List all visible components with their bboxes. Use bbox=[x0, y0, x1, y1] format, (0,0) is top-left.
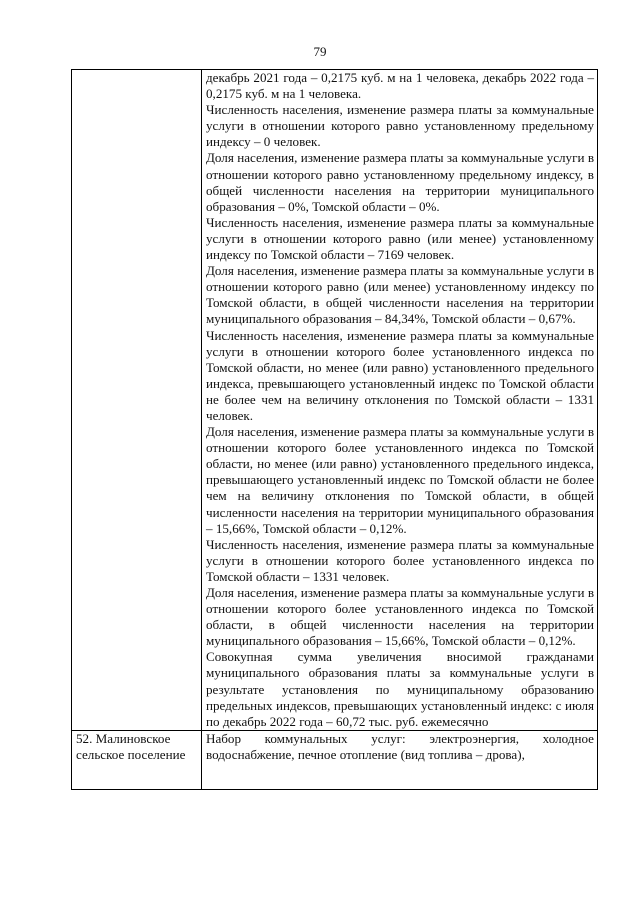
paragraph: Доля населения, изменение размера платы за коммунальные услуги в отношении которого более установленного индекса по Томской области, в общей численности населения на территории муниципального образования – 15,66%, Томской области – 0,12%. bbox=[206, 585, 594, 649]
municipality-name-line: 52. Малиновское bbox=[76, 730, 171, 746]
paragraph: Доля населения, изменение размера платы за коммунальные услуги в отношении которого равно установленному предельному индексу, в общей численности населения на территории муниципального образования – 0%, Томской области – 0%. bbox=[206, 150, 594, 214]
paragraph: Численность населения, изменение размера платы за коммунальные услуги в отношении которого более установленного индекса по Томской области – 1331 человек. bbox=[206, 536, 594, 584]
paragraph: декабрь 2021 года – 0,2175 куб. м на 1 человека, декабрь 2022 года – 0,2175 куб. м на 1 человека. bbox=[206, 70, 594, 102]
data-table bbox=[71, 69, 598, 790]
paragraph: Численность населения, изменение размера платы за коммунальные услуги в отношении которого равно (или менее) установленному индексу по Томской области – 7169 человек. bbox=[206, 214, 594, 263]
table-row bbox=[72, 70, 598, 731]
page-number: 79 bbox=[313, 44, 327, 59]
paragraph: Совокупная сумма увеличения вносимой гражданами муниципального образования платы за коммунальные услуги в результате установления по муниципальному образованию предельных индексов, превышающих установленный индекс: с июля по декабрь 2022 года – 60,72 тыс. руб. ежемесячно bbox=[206, 649, 594, 729]
municipality-name-line: сельское поселение bbox=[76, 746, 186, 762]
paragraph: Численность населения, изменение размера платы за коммунальные услуги в отношении которого более установленного индекса по Томской области, но менее (или равно) установленного предельного индекса, превышающего установленный индекс по Томской области не более чем на величину отклонения по Томской области – 1331 человек. bbox=[206, 327, 594, 423]
municipality-cell bbox=[72, 730, 202, 789]
description-cell bbox=[202, 730, 598, 789]
table-row bbox=[72, 730, 598, 789]
description-cell bbox=[202, 70, 598, 731]
paragraph: Набор коммунальных услуг: электроэнергия, холодное водоснабжение, печное отопление (вид топлива – дрова), bbox=[206, 730, 594, 762]
paragraph: Доля населения, изменение размера платы за коммунальные услуги в отношении которого равно (или менее) установленному индексу по Томской области, в общей численности населения на территории муниципального образования – 84,34%, Томской области – 0,67%. bbox=[206, 263, 594, 327]
municipality-cell bbox=[72, 70, 202, 731]
paragraph: Численность населения, изменение размера платы за коммунальные услуги в отношении которого равно установленному предельному индексу – 0 человек. bbox=[206, 102, 594, 150]
paragraph: Доля населения, изменение размера платы за коммунальные услуги в отношении которого более установленного индекса по Томской области, но менее (или равно) установленного предельного индекса, превышающего установленный индекс по Томской области не более чем на величину отклонения по Томской области, в общей численности населения на территории муниципального образования – 15,66%, Томской области – 0,12%. bbox=[206, 424, 594, 536]
